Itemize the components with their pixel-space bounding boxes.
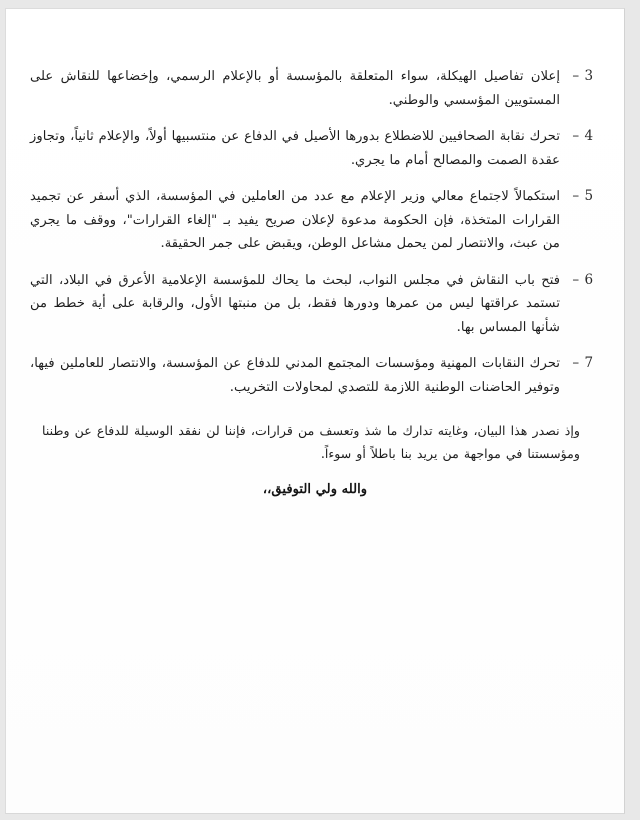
list-item bbox=[24, 125, 606, 172]
page-surface bbox=[6, 9, 624, 813]
list-item-text: إعلان تفاصيل الهيكلة، سواء المتعلقة بالمؤسسة أو بالإعلام الرسمي، وإخضاعها للنقاش على المستويين المؤسسي والوطني. bbox=[30, 69, 560, 108]
list-item-text: تحرك النقابات المهنية ومؤسسات المجتمع المدني للدفاع عن المؤسسة، والانتصار للعاملين فيها، وتوفير الحاضنات الوطنية اللازمة للتصدي لمحاولات التخريب. bbox=[30, 356, 560, 395]
document-content bbox=[24, 65, 606, 497]
document-page bbox=[5, 8, 625, 814]
closing-paragraph: وإذ نصدر هذا البيان، وغايته تدارك ما شذ وتعسف من قرارات، فإننا لن نفقد الوسيلة للدفاع عن وطننا ومؤسستنا في مواجهة من يريد بنا باطلاً أو سوءاً. bbox=[42, 423, 580, 461]
list-item-marker: 6 – bbox=[572, 271, 594, 288]
list-item bbox=[24, 185, 606, 256]
list-item-text: استكمالاً لاجتماع معالي وزير الإعلام مع عدد من العاملين في المؤسسة، الذي أسفر عن تجميد القرارات المتخذة، فإن الحكومة مدعوة لإعلان صريح يفيد بـ "إلغاء القرارات"، ووقف ما يجري من عبث، والانتصار لمن يحمل مشاعل الوطن، ويقبض على جمر الحقيقة. bbox=[30, 189, 560, 251]
list-item bbox=[24, 352, 606, 399]
list-item-marker: 7 – bbox=[572, 355, 594, 371]
list-item bbox=[24, 65, 606, 112]
list-item-marker: 5 – bbox=[572, 188, 594, 204]
list-item-text: تحرك نقابة الصحافيين للاضطلاع بدورها الأصيل في الدفاع عن منتسبيها أولاً، والإعلام ثانياً، وتجاوز عقدة الصمت والمصالح أمام ما يجري. bbox=[30, 129, 560, 168]
list-item-text: فتح باب النقاش في مجلس النواب، لبحث ما يحاك للمؤسسة الإعلامية الأعرق في البلاد، التي تستمد عراقتها ليس من عمرها ودورها فقط، بل من منبتها الأول، والرقابة على أية خطط من شأنها المساس بها. bbox=[30, 272, 560, 335]
list-item-marker: 3 – bbox=[572, 68, 594, 84]
list-item-marker: 4 – bbox=[572, 128, 594, 144]
list-item bbox=[24, 269, 606, 340]
blank-page-area bbox=[6, 479, 624, 813]
signature-line: والله ولي التوفيق،، bbox=[262, 482, 368, 497]
